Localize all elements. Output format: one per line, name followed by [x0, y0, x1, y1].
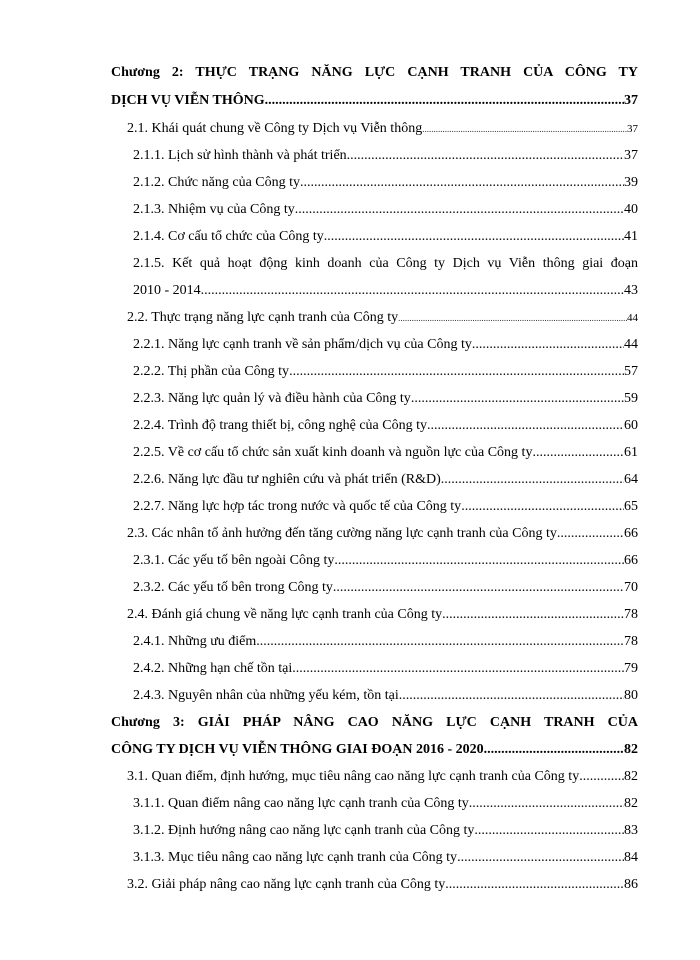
dot-leader: [398, 309, 627, 327]
toc-chapter-3-heading-cont: [111, 741, 638, 759]
toc-page-number: 39: [624, 175, 638, 190]
toc-page-number: 78: [624, 607, 638, 622]
toc-entry-3-2[interactable]: [127, 876, 638, 894]
dot-leader: [579, 768, 624, 786]
toc-chapter-3-title-line2: CÔNG TY DỊCH VỤ VIỄN THÔNG GIAI ĐOẠN 2016 - 2020: [111, 742, 484, 757]
dot-leader: [427, 417, 624, 435]
toc-entry-title: 2.2.5. Về cơ cấu tổ chức sản xuất kinh doanh và nguồn lực của Công ty: [133, 445, 533, 460]
toc-entry-2-2-3[interactable]: [133, 390, 638, 408]
dot-leader: [469, 795, 624, 813]
toc-page-number: 83: [624, 823, 638, 838]
toc-page-number: 65: [624, 499, 638, 514]
toc-entry-title: 2.2. Thực trạng năng lực cạnh tranh của Công ty: [127, 310, 399, 325]
toc-page-number: 59: [624, 391, 638, 406]
toc-entry-3-1-2[interactable]: [133, 822, 638, 840]
dot-leader: [411, 390, 624, 408]
dot-leader: [472, 336, 624, 354]
dot-leader: [532, 444, 624, 462]
toc-page-number: 37: [627, 123, 638, 135]
dot-leader: [256, 633, 624, 651]
toc-page-number: 70: [624, 580, 638, 595]
dot-leader: [442, 606, 624, 624]
dot-leader: [347, 147, 624, 165]
toc-entry-title: 3.1.1. Quan điểm nâng cao năng lực cạnh tranh của Công ty: [133, 796, 469, 811]
toc-entry-2-2-2[interactable]: [133, 363, 638, 381]
toc-page-number: 44: [624, 337, 638, 352]
dot-leader: [324, 228, 624, 246]
dot-leader: [300, 174, 624, 192]
toc-entry-2-1-4[interactable]: [133, 228, 638, 246]
toc-entry-2-3[interactable]: [127, 525, 638, 543]
dot-leader: [422, 120, 627, 138]
toc-entry-title: 2.4.1. Những ưu điểm: [133, 634, 257, 649]
toc-page-number: 66: [624, 553, 638, 568]
toc-entry-2-2-6[interactable]: [133, 471, 638, 489]
toc-page-number: 41: [624, 229, 638, 244]
dot-leader: [292, 660, 624, 678]
toc-entry-3-1[interactable]: [127, 768, 638, 786]
toc-entry-2-1-3[interactable]: [133, 201, 638, 219]
dot-leader: [289, 363, 624, 381]
toc-entry-2-2-5[interactable]: [133, 444, 638, 462]
toc-entry-2-4[interactable]: [127, 606, 638, 624]
toc-page-number: 44: [627, 312, 638, 324]
toc-chapter-2-title-line2: DỊCH VỤ VIỄN THÔNG: [111, 93, 265, 108]
toc-chapter-2-heading-cont: [111, 92, 638, 110]
toc-entry-title: 3.2. Giải pháp nâng cao năng lực cạnh tranh của Công ty: [127, 877, 446, 892]
toc-entry-2-1[interactable]: [127, 120, 638, 138]
toc-entry-title: 2.2.6. Năng lực đầu tư nghiên cứu và phát triển (R&D): [133, 472, 441, 487]
toc-page-number: 64: [624, 472, 638, 487]
toc-entry-title: 2.4. Đánh giá chung về năng lực cạnh tranh của Công ty: [127, 607, 443, 622]
toc-entry-2-2-7[interactable]: [133, 498, 638, 516]
toc-entry-title: 3.1.3. Mục tiêu nâng cao năng lực cạnh tranh của Công ty: [133, 850, 458, 865]
toc-entry-title: 2.3.2. Các yếu tố bên trong Công ty: [133, 580, 333, 595]
dot-leader: [399, 687, 624, 705]
toc-chapter-3-heading: [111, 714, 638, 732]
toc-entry-2-4-2[interactable]: [133, 660, 638, 678]
toc-chapter-2-title-line1: Chương 2: THỰC TRẠNG NĂNG LỰC CẠNH TRANH CỦA CÔNG TY: [111, 65, 638, 80]
dot-leader: [461, 498, 624, 516]
toc-page-number: 60: [624, 418, 638, 433]
toc-entry-2-2[interactable]: [127, 309, 638, 327]
toc-page-number: 43: [624, 283, 638, 298]
dot-leader: [457, 849, 624, 867]
toc-entry-title: 3.1. Quan điểm, định hướng, mục tiêu nâng cao năng lực cạnh tranh của Công ty: [127, 769, 580, 784]
toc-entry-title: 2.4.3. Nguyên nhân của những yếu kém, tồn tại: [133, 688, 399, 703]
toc-entry-2-4-1[interactable]: [133, 633, 638, 651]
toc-page-number: 82: [624, 796, 638, 811]
toc-page-number: 37: [624, 93, 638, 108]
toc-page-number: 80: [624, 688, 638, 703]
dot-leader: [484, 741, 624, 759]
toc-entry-title: 2.1.3. Nhiệm vụ của Công ty: [133, 202, 295, 217]
toc-entry-title: 2.1. Khái quát chung về Công ty Dịch vụ Viễn thông: [127, 121, 423, 136]
dot-leader: [201, 282, 624, 300]
toc-entry-title-line2: 2010 - 2014: [133, 283, 201, 298]
dot-leader: [445, 876, 624, 894]
dot-leader: [265, 92, 624, 110]
toc-entry-title: 2.2.3. Năng lực quản lý và điều hành của Công ty: [133, 391, 411, 406]
toc-page-number: 82: [624, 769, 638, 784]
toc-page-number: 66: [624, 526, 638, 541]
toc-page-number: 78: [624, 634, 638, 649]
toc-page-number: 79: [624, 661, 638, 676]
dot-leader: [441, 471, 624, 489]
toc-page-number: 57: [624, 364, 638, 379]
toc-chapter-3-title-line1: Chương 3: GIẢI PHÁP NÂNG CAO NĂNG LỰC CẠNH TRANH CỦA: [111, 715, 638, 730]
toc-entry-title: 2.1.2. Chức năng của Công ty: [133, 175, 301, 190]
toc-entry-2-2-1[interactable]: [133, 336, 638, 354]
toc-entry-title: 2.3. Các nhân tố ảnh hưởng đến tăng cường năng lực cạnh tranh của Công ty: [127, 526, 557, 541]
toc-chapter-2-heading: [111, 64, 638, 82]
toc-entry-2-3-2[interactable]: [133, 579, 638, 597]
toc-entry-2-3-1[interactable]: [133, 552, 638, 570]
toc-page-number: 40: [624, 202, 638, 217]
toc-page-number: 61: [624, 445, 638, 460]
toc-entry-title: 2.4.2. Những hạn chế tồn tại: [133, 661, 293, 676]
dot-leader: [295, 201, 624, 219]
toc-entry-title: 2.1.4. Cơ cấu tổ chức của Công ty: [133, 229, 324, 244]
toc-page-number: 82: [624, 742, 638, 757]
toc-page-number: 37: [624, 148, 638, 163]
toc-entry-title: 2.2.7. Năng lực hợp tác trong nước và quốc tế của Công ty: [133, 499, 462, 514]
toc-entry-2-1-2[interactable]: [133, 174, 638, 192]
toc-entry-2-1-1[interactable]: [133, 147, 638, 165]
dot-leader: [474, 822, 624, 840]
toc-entry-2-1-5-cont[interactable]: [133, 282, 638, 300]
toc-entry-3-1-3[interactable]: [133, 849, 638, 867]
toc-page-number: 86: [624, 877, 638, 892]
toc-entry-title: 2.1.1. Lịch sử hình thành và phát triển: [133, 148, 347, 163]
toc-entry-2-2-4[interactable]: [133, 417, 638, 435]
toc-entry-title: 2.3.1. Các yếu tố bên ngoài Công ty: [133, 553, 335, 568]
toc-entry-3-1-1[interactable]: [133, 795, 638, 813]
toc-entry-title-line1: 2.1.5. Kết quả hoạt động kinh doanh của Công ty Dịch vụ Viễn thông giai đoạn: [133, 256, 638, 271]
dot-leader: [334, 552, 624, 570]
toc-entry-title: 2.2.2. Thị phần của Công ty: [133, 364, 290, 379]
toc-entry-2-4-3[interactable]: [133, 687, 638, 705]
toc-page-number: 84: [624, 850, 638, 865]
toc-entry-title: 3.1.2. Định hướng nâng cao năng lực cạnh tranh của Công ty: [133, 823, 475, 838]
toc-entry-title: 2.2.1. Năng lực cạnh tranh về sản phẩm/dịch vụ của Công ty: [133, 337, 472, 352]
toc-entry-2-1-5[interactable]: [133, 255, 638, 273]
toc-entry-title: 2.2.4. Trình độ trang thiết bị, công nghệ của Công ty: [133, 418, 427, 433]
dot-leader: [333, 579, 624, 597]
dot-leader: [557, 525, 624, 543]
